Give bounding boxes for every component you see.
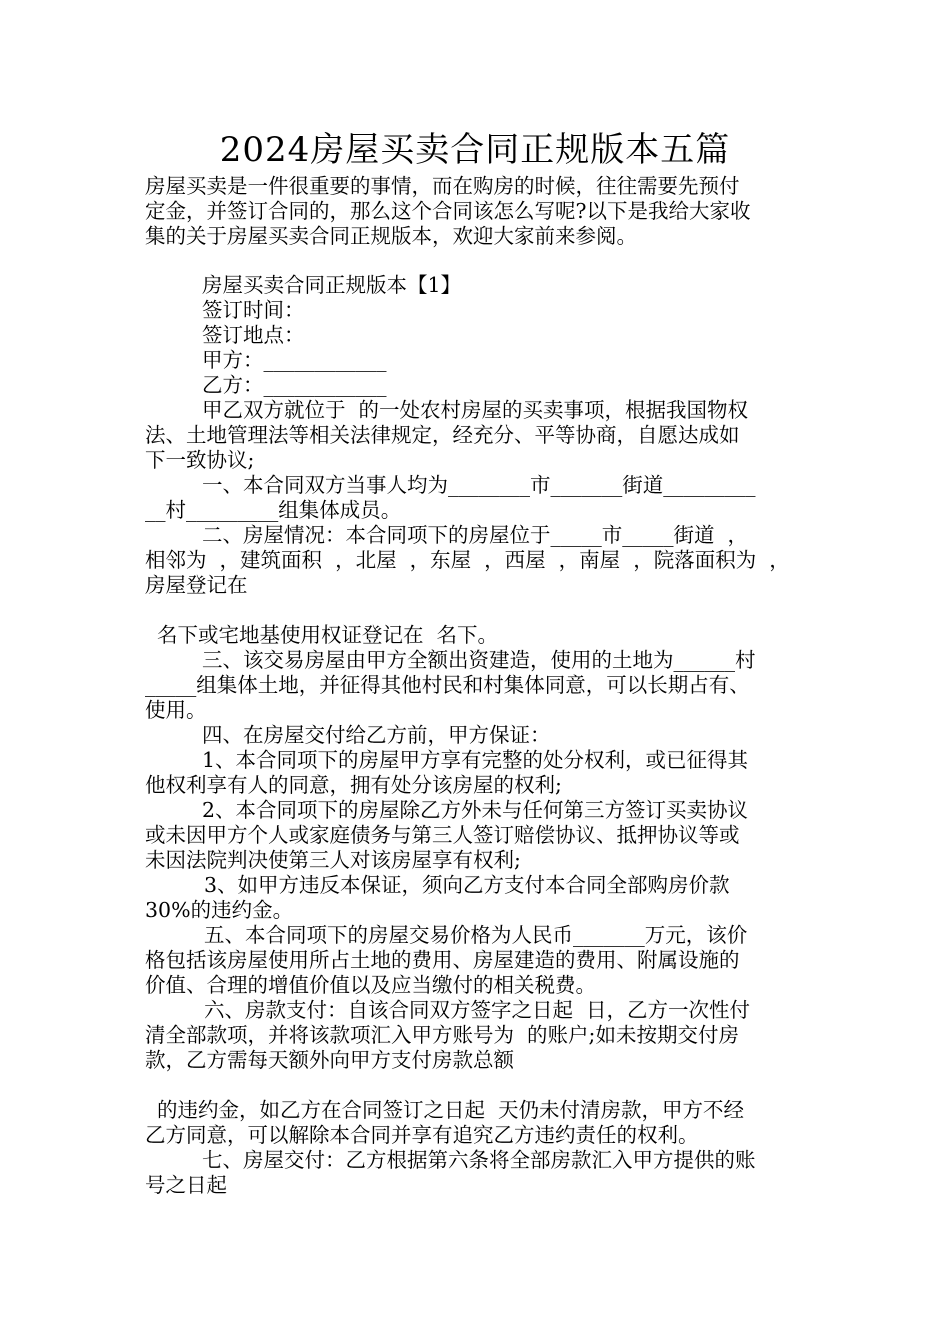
clause-6-line: 乙方同意，可以解除本合同并享有追究乙方违约责任的权利。 <box>145 1123 699 1147</box>
signing-time-field: 签订时间： <box>202 298 305 322</box>
paragraph-line: 房屋买卖是一件很重要的事情，而在购房的时候，往往需要先预付 <box>145 174 740 198</box>
paragraph-line: 定金，并签订合同的，那么这个合同该怎么写呢?以下是我给大家收 <box>145 199 751 223</box>
clause-1-line: 一、本合同双方当事人均为________市_______街道_________ <box>202 473 756 497</box>
party-b-field: 乙方：____________ <box>202 373 387 397</box>
clause-4-line: 30%的违约金。 <box>145 898 294 922</box>
section-heading: 房屋买卖合同正规版本【1】 <box>202 273 462 297</box>
paragraph-line: 集的关于房屋买卖合同正规版本，欢迎大家前来参阅。 <box>145 224 637 248</box>
clause-1-line: __村_________组集体成员。 <box>145 498 402 522</box>
clause-6-line: 的违约金，如乙方在合同签订之日起 天仍未付清房款，甲方不经 <box>157 1098 745 1122</box>
clause-4-line: 四、在房屋交付给乙方前，甲方保证： <box>202 723 551 747</box>
clause-4-line: 未因法院判决使第三人对该房屋享有权利; <box>145 848 521 872</box>
clause-2-line: 二、房屋情况：本合同项下的房屋位于_____市_____街道 ， <box>202 523 749 547</box>
clause-3-line: 使用。 <box>145 698 207 722</box>
clause-7-line: 号之日起 <box>145 1173 227 1197</box>
clause-3-line: 三、该交易房屋由甲方全额出资建造，使用的土地为______村 <box>202 648 756 672</box>
clause-2-line: 名下或宅地基使用权证登记在 名下。 <box>157 623 499 647</box>
clause-2-line: 相邻为 ，建筑面积 ，北屋 ，东屋 ，西屋 ，南屋 ，院落面积为 ， <box>145 548 790 572</box>
clause-4-line: 或未因甲方个人或家庭债务与第三人签订赔偿协议、抵押协议等或 <box>145 823 740 847</box>
paragraph-line: 下一致协议; <box>145 448 255 472</box>
clause-4-line: 2、本合同项下的房屋除乙方外未与任何第三方签订买卖协议 <box>202 798 749 822</box>
paragraph-line: 法、土地管理法等相关法律规定，经充分、平等协商，自愿达成如 <box>145 423 740 447</box>
clause-4-line: 他权利享有人的同意，拥有处分该房屋的权利; <box>145 773 562 797</box>
clause-6-line: 清全部款项，并将该款项汇入甲方账号为 的账户;如未按期交付房 <box>145 1023 739 1047</box>
document-title: 2024房屋买卖合同正规版本五篇 <box>219 130 731 170</box>
clause-4-line: 1、本合同项下的房屋甲方享有完整的处分权利，或已征得其 <box>202 748 749 772</box>
signing-place-field: 签订地点： <box>202 323 305 347</box>
clause-2-line: 房屋登记在 <box>145 573 248 597</box>
clause-3-line: _____组集体土地，并征得其他村民和村集体同意，可以长期占有、 <box>145 673 750 697</box>
clause-5-line: 五、本合同项下的房屋交易价格为人民币_______万元，该价 <box>204 923 748 947</box>
clause-6-line: 六、房款支付：自该合同双方签字之日起 日，乙方一次性付 <box>204 998 751 1022</box>
clause-7-line: 七、房屋交付：乙方根据第六条将全部房款汇入甲方提供的账 <box>202 1148 756 1172</box>
clause-6-line: 款，乙方需每天额外向甲方支付房款总额 <box>145 1048 514 1072</box>
paragraph-line: 甲乙双方就位于 的一处农村房屋的买卖事项，根据我国物权 <box>202 398 749 422</box>
clause-5-line: 价值、合理的增值价值以及应当缴付的相关税费。 <box>145 973 596 997</box>
clause-4-line: 3、如甲方违反本保证，须向乙方支付本合同全部购房价款 <box>204 873 730 897</box>
party-a-field: 甲方：____________ <box>202 348 387 372</box>
clause-5-line: 格包括该房屋使用所占土地的费用、房屋建造的费用、附属设施的 <box>145 948 740 972</box>
